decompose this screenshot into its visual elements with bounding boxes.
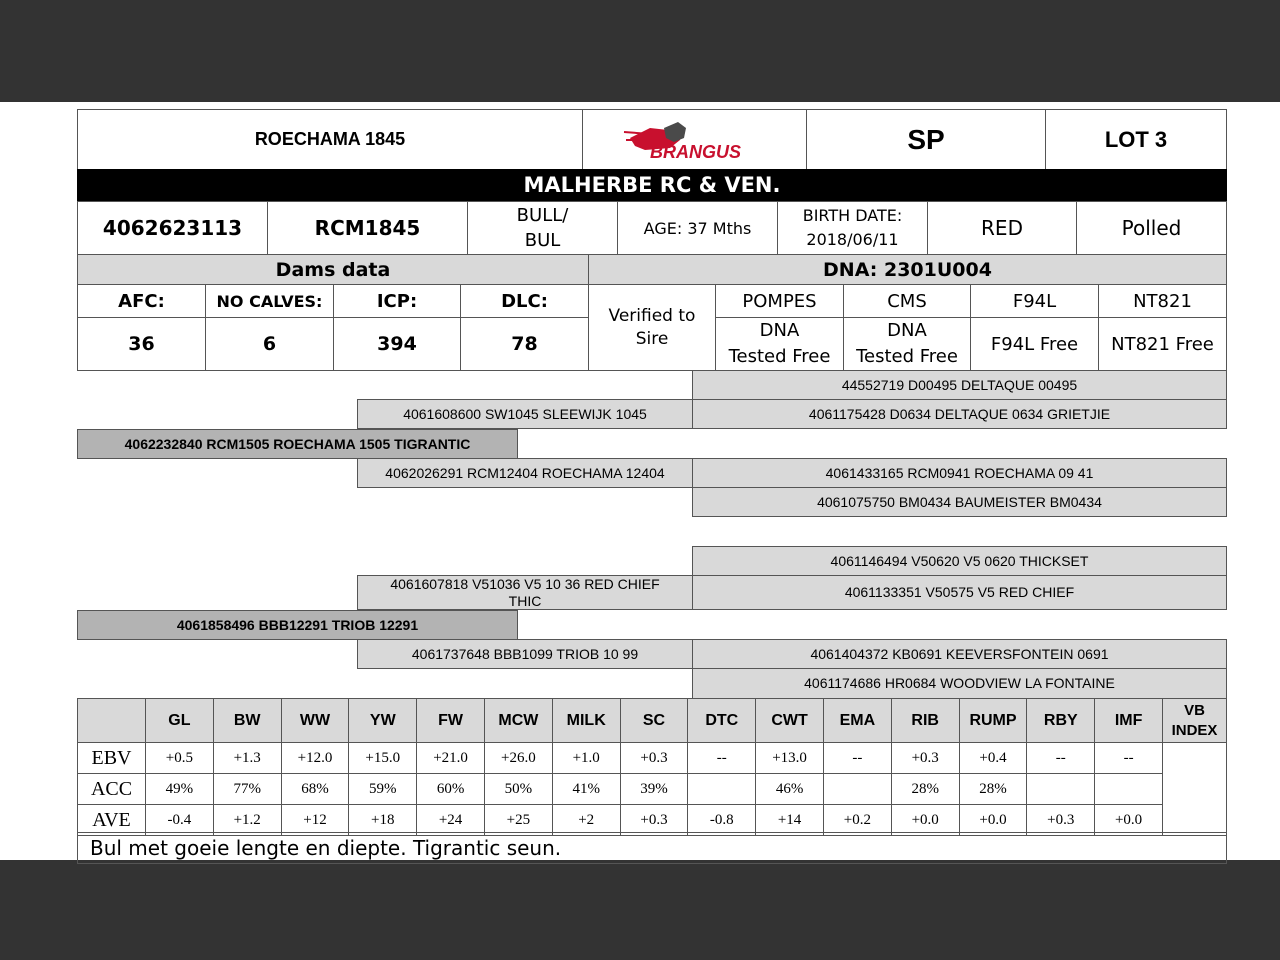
ebv-cell-acc-ww: 68%: [281, 773, 350, 805]
ebv-header-ema: EMA: [823, 698, 892, 743]
ebv-header-rump: RUMP: [959, 698, 1028, 743]
reg-code: RCM1845: [267, 201, 468, 255]
nt821-label: NT821: [1098, 284, 1227, 318]
nt821-value: NT821 Free: [1098, 317, 1227, 371]
ebv-cell-acc-gl: 49%: [145, 773, 214, 805]
ebv-cell-ave-rby: +0.3: [1026, 804, 1095, 836]
vb-index-value: [1162, 742, 1227, 836]
ebv-header-fw: FW: [416, 698, 485, 743]
ebv-cell-ebv-gl: +0.5: [145, 742, 214, 774]
ebv-cell-ave-fw: +24: [416, 804, 485, 836]
ebv-cell-ave-yw: +18: [348, 804, 417, 836]
ebv-header-dtc: DTC: [687, 698, 756, 743]
ebv-cell-ave-rib: +0.0: [891, 804, 960, 836]
pedigree-sire: 4062232840 RCM1505 ROECHAMA 1505 TIGRANTIC: [77, 429, 518, 459]
ebv-header-imf: IMF: [1094, 698, 1163, 743]
ebv-header-cwt: CWT: [755, 698, 824, 743]
ebv-cell-ebv-rby: --: [1026, 742, 1095, 774]
pedigree-dd-sire: 4061404372 KB0691 KEEVERSFONTEIN 0691: [692, 639, 1227, 669]
id-number: 4062623113: [77, 201, 268, 255]
ebv-cell-ave-imf: +0.0: [1094, 804, 1163, 836]
lot-number: LOT 3: [1045, 109, 1227, 170]
ebv-cell-acc-milk: 41%: [552, 773, 621, 805]
ebv-header-ww: WW: [281, 698, 350, 743]
comment: Bul met goeie lengte en diepte. Tigrantic seun.: [77, 832, 1227, 864]
ebv-row-label-ebv: EBV: [77, 742, 146, 774]
ebv-corner-cell: [77, 698, 146, 743]
pedigree-sire-dam: 4062026291 RCM12404 ROECHAMA 12404: [357, 458, 693, 488]
birth-date-cell: BIRTH DATE: 2018/06/11: [777, 201, 928, 255]
animal-name: ROECHAMA 1845: [77, 109, 583, 170]
pedigree-dam-sire: 4061607818 V51036 V5 10 36 RED CHIEF THIC: [357, 575, 693, 610]
ebv-cell-ebv-dtc: --: [687, 742, 756, 774]
ebv-header-rib: RIB: [891, 698, 960, 743]
pedigree-ds-sire: 4061146494 V50620 V5 0620 THICKSET: [692, 546, 1227, 576]
ebv-header-mcw: MCW: [484, 698, 553, 743]
ebv-cell-ave-gl: -0.4: [145, 804, 214, 836]
ebv-cell-ave-milk: +2: [552, 804, 621, 836]
horn-status-cell: Polled: [1076, 201, 1227, 255]
pedigree-sd-dam: 4061075750 BM0434 BAUMEISTER BM0434: [692, 487, 1227, 517]
ebv-header-vb-index: VB INDEX: [1162, 698, 1227, 743]
ebv-cell-acc-bw: 77%: [213, 773, 282, 805]
age-cell: AGE: 37 Mths: [617, 201, 778, 255]
ebv-cell-acc-fw: 60%: [416, 773, 485, 805]
afc-value: 36: [77, 317, 206, 371]
pedigree-sire-sire: 4061608600 SW1045 SLEEWIJK 1045: [357, 399, 693, 429]
dlc-label: DLC:: [460, 284, 589, 318]
ebv-cell-acc-ema: [823, 773, 892, 805]
ebv-cell-ebv-bw: +1.3: [213, 742, 282, 774]
ebv-cell-acc-rib: 28%: [891, 773, 960, 805]
ebv-cell-ebv-fw: +21.0: [416, 742, 485, 774]
afc-label: AFC:: [77, 284, 206, 318]
ebv-cell-ebv-rib: +0.3: [891, 742, 960, 774]
icp-label: ICP:: [333, 284, 461, 318]
pedigree-ds-dam: 4061133351 V50575 V5 RED CHIEF: [692, 575, 1227, 610]
ebv-cell-ebv-rump: +0.4: [959, 742, 1028, 774]
ebv-cell-acc-rby: [1026, 773, 1095, 805]
ebv-cell-acc-mcw: 50%: [484, 773, 553, 805]
ebv-cell-ebv-yw: +15.0: [348, 742, 417, 774]
breeder-band: MALHERBE RC & VEN.: [77, 169, 1227, 201]
lot-sheet: [0, 102, 1280, 860]
dams-data-title: Dams data: [77, 254, 589, 285]
ebv-cell-ebv-ema: --: [823, 742, 892, 774]
ebv-cell-ave-ema: +0.2: [823, 804, 892, 836]
ebv-cell-ave-mcw: +25: [484, 804, 553, 836]
cms-value: DNA Tested Free: [843, 317, 971, 371]
ebv-cell-ebv-ww: +12.0: [281, 742, 350, 774]
ebv-cell-ave-dtc: -0.8: [687, 804, 756, 836]
ebv-cell-ave-sc: +0.3: [620, 804, 689, 836]
pompes-value: DNA Tested Free: [715, 317, 844, 371]
ebv-header-yw: YW: [348, 698, 417, 743]
sex-cell: BULL/ BUL: [467, 201, 618, 255]
status-code: SP: [806, 109, 1046, 170]
icp-value: 394: [333, 317, 461, 371]
ebv-cell-acc-yw: 59%: [348, 773, 417, 805]
ebv-cell-ebv-mcw: +26.0: [484, 742, 553, 774]
ebv-row-label-acc: ACC: [77, 773, 146, 805]
bull-logo-icon: [620, 118, 770, 162]
ebv-header-bw: BW: [213, 698, 282, 743]
ebv-cell-ave-bw: +1.2: [213, 804, 282, 836]
no-calves-value: 6: [205, 317, 334, 371]
pedigree-ss-sire: 44552719 D00495 DELTAQUE 00495: [692, 370, 1227, 400]
dna-title: DNA: 2301U004: [588, 254, 1227, 285]
ebv-cell-ave-rump: +0.0: [959, 804, 1028, 836]
ebv-cell-ebv-cwt: +13.0: [755, 742, 824, 774]
ebv-cell-acc-rump: 28%: [959, 773, 1028, 805]
ebv-cell-acc-cwt: 46%: [755, 773, 824, 805]
pedigree-ss-dam: 4061175428 D0634 DELTAQUE 0634 GRIETJIE: [692, 399, 1227, 429]
ebv-cell-ebv-milk: +1.0: [552, 742, 621, 774]
pedigree-sd-sire: 4061433165 RCM0941 ROECHAMA 09 41: [692, 458, 1227, 488]
f94l-label: F94L: [970, 284, 1099, 318]
ebv-row-label-ave: AVE: [77, 804, 146, 836]
ebv-cell-ave-cwt: +14: [755, 804, 824, 836]
ebv-cell-acc-sc: 39%: [620, 773, 689, 805]
pedigree-dd-dam: 4061174686 HR0684 WOODVIEW LA FONTAINE: [692, 668, 1227, 699]
verified-to-sire: Verified to Sire: [588, 284, 716, 371]
pedigree-dam-dam: 4061737648 BBB1099 TRIOB 10 99: [357, 639, 693, 669]
colour-cell: RED: [927, 201, 1077, 255]
ebv-cell-acc-dtc: [687, 773, 756, 805]
ebv-header-milk: MILK: [552, 698, 621, 743]
ebv-cell-ebv-imf: --: [1094, 742, 1163, 774]
ebv-header-gl: GL: [145, 698, 214, 743]
ebv-cell-ebv-sc: +0.3: [620, 742, 689, 774]
ebv-cell-acc-imf: [1094, 773, 1163, 805]
svg-text:BRANGUS: BRANGUS: [649, 141, 741, 162]
pompes-label: POMPES: [715, 284, 844, 318]
pedigree-dam: 4061858496 BBB12291 TRIOB 12291: [77, 610, 518, 640]
ebv-header-rby: RBY: [1026, 698, 1095, 743]
brangus-logo: [582, 109, 807, 170]
f94l-value: F94L Free: [970, 317, 1099, 371]
ebv-cell-ave-ww: +12: [281, 804, 350, 836]
ebv-header-sc: SC: [620, 698, 689, 743]
no-calves-label: NO CALVES:: [205, 284, 334, 318]
cms-label: CMS: [843, 284, 971, 318]
dlc-value: 78: [460, 317, 589, 371]
